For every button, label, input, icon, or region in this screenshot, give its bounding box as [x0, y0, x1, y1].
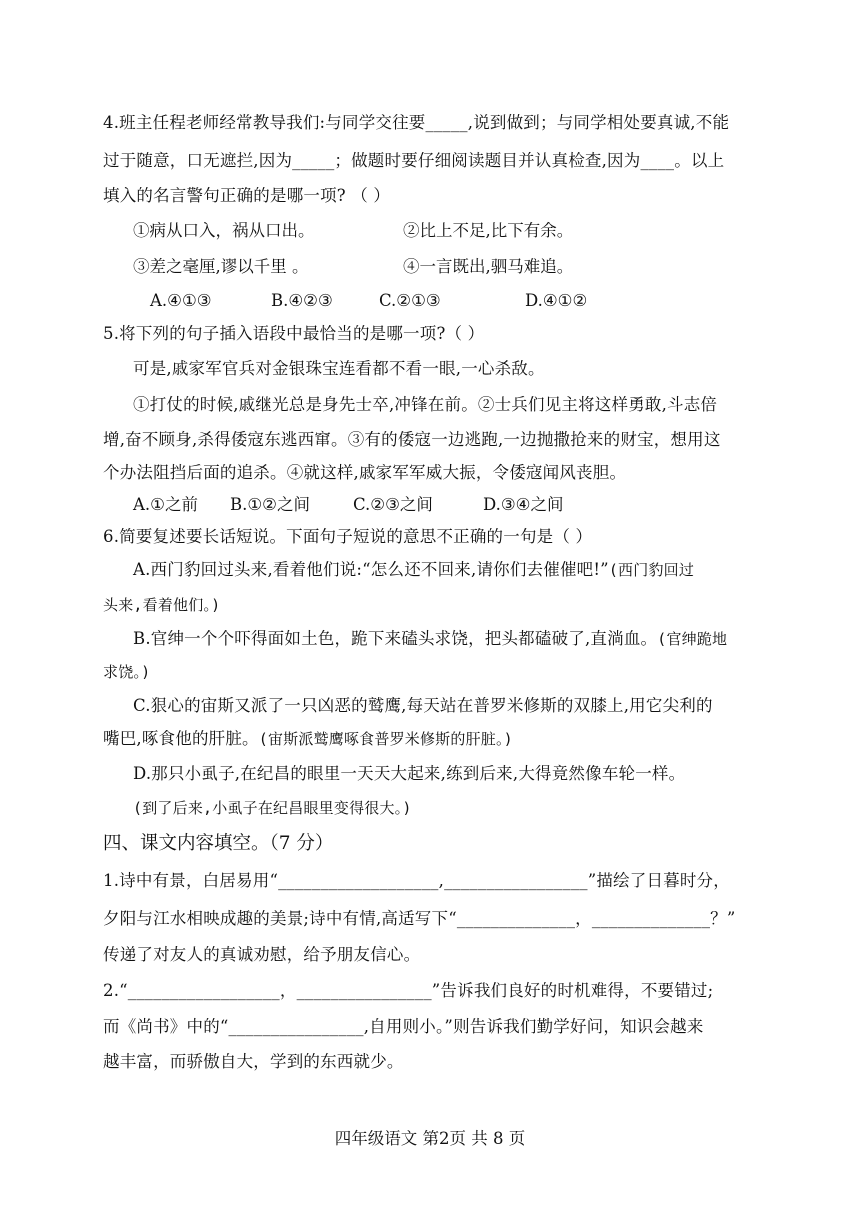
- q4-line-2: 过于随意，口无遮拦,因为_____；做题时要仔细阅读题目并认真检查,因为____。以上: [103, 151, 725, 170]
- q5-passage-line-3: 个办法阻挡后面的追杀。④就这样,戚家军军威大振，令倭寇闻风丧胆。: [103, 463, 627, 482]
- q6-option-b-line-2: 求饶。): [103, 663, 151, 681]
- q6-option-a-note: (西门豹回过: [608, 561, 695, 579]
- q5-passage-line-2: 增,奋不顾身,杀得倭寇东逃西窜。③有的倭寇一边逃跑,一边抛撒抢来的财宝，想用这: [103, 430, 721, 449]
- q6-option-a-line-1: [133, 557, 694, 583]
- s4-q2-line-3: 越丰富，而骄傲自大，学到的东西就少。: [103, 1052, 404, 1071]
- q4-option-b: B.④②③: [271, 291, 333, 310]
- page-footer: 四年级语文 第2页 共 8 页: [334, 1129, 526, 1148]
- q6-option-c-line-2: [103, 726, 513, 752]
- q5-option-c: C.②③之间: [353, 495, 433, 514]
- q4-item-1: ①病从口入，祸从口出。: [133, 221, 315, 240]
- q5-option-d: D.③④之间: [483, 495, 564, 514]
- section-4-heading: 四、课文内容填空。（7 分）: [103, 833, 334, 854]
- q4-line-1: 4.班主任程老师经常教导我们:与同学交往要_____,说到做到；与同学相处要真诚,不能: [103, 113, 730, 132]
- s4-q1-line-2: 夕阳与江水相映成趣的美景;诗中有情,高适写下“______________，______________？”: [103, 909, 736, 928]
- q5-option-b: B.①②之间: [230, 495, 310, 514]
- q6-option-b-text: B.官绅一个个吓得面如土色，跪下来磕头求饶，把头都磕破了,直淌血。: [133, 629, 658, 648]
- s4-q1-line-3: 传递了对友人的真诚劝慰，给予朋友信心。: [103, 945, 421, 964]
- q6-option-a-text: A.西门豹回过头来,看着他们说:“怎么还不回来,请你们去催催吧!”: [133, 560, 609, 579]
- q6-option-a-line-2: 头来,看着他们。): [103, 596, 221, 614]
- s4-q2-line-1: 2.“__________________，________________”告诉我们良好的时机难得，不要错过;: [103, 981, 714, 1000]
- q6-option-c-line-1: C.狠心的宙斯又派了一只凶恶的鹫鹰,每天站在普罗米修斯的双膝上,用它尖利的: [133, 696, 713, 715]
- q5-sentence: 可是,戚家军官兵对金银珠宝连看都不看一眼,一心杀敌。: [133, 359, 545, 378]
- q6-option-b-line-1: [133, 626, 727, 652]
- q4-option-d: D.④①②: [525, 291, 588, 310]
- q5-line-1: 5.将下列的句子插入语段中最恰当的是哪一项?（ ）: [103, 324, 485, 343]
- q4-line-3: 填入的名言警句正确的是哪一项? （ ）: [103, 186, 391, 205]
- q4-item-3: ③差之毫厘,谬以千里 。: [133, 257, 309, 276]
- q6-option-c-note: (宙斯派鹫鹰啄食普罗米修斯的肝脏。): [258, 730, 513, 748]
- q6-line-1: 6.简要复述要长话短说。下面句子短说的意思不正确的一句是（ ）: [103, 527, 593, 546]
- q4-option-a: A.④①③: [150, 291, 212, 310]
- q6-option-d-line-2: (到了后来,小虱子在纪昌眼里变得很大。): [133, 799, 412, 817]
- q4-item-2: ②比上不足,比下有余。: [403, 221, 574, 240]
- q5-passage-line-1: ①打仗的时候,戚继光总是身先士卒,冲锋在前。②士兵们见主将这样勇敢,斗志倍: [133, 395, 718, 414]
- q5-option-a: A.①之前: [133, 495, 198, 514]
- q4-option-c: C.②①③: [379, 291, 441, 310]
- s4-q1-line-1: 1.诗中有景，白居易用“___________________,_________________”描绘了日暮时分，: [103, 871, 730, 890]
- q6-option-c-text: 嘴巴,啄食他的肝脏。: [103, 729, 259, 748]
- q6-option-b-note: (官绅跪地: [657, 630, 728, 648]
- s4-q2-line-2: 而《尚书》中的“________________,自用则小。”则告诉我们勤学好问，知识会越来: [103, 1017, 704, 1036]
- q4-item-4: ④一言既出,驷马难追。: [403, 257, 574, 276]
- q6-option-d-line-1: D.那只小虱子,在纪昌的眼里一天天大起来,练到后来,大得竟然像车轮一样。: [133, 764, 686, 783]
